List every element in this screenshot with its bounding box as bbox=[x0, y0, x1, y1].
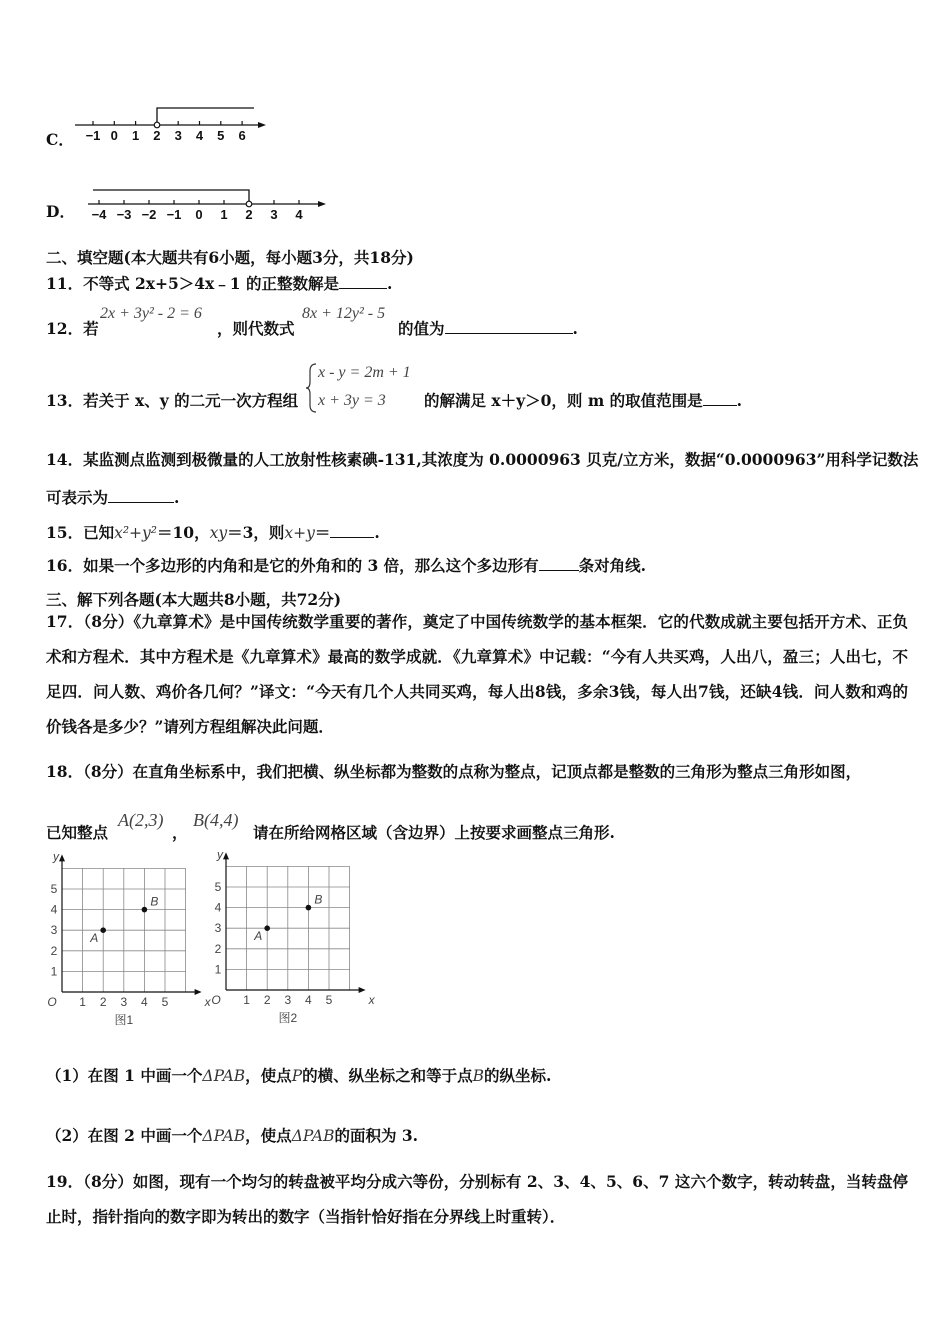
tick-label: −3 bbox=[116, 207, 132, 222]
x-axis-label: x bbox=[204, 995, 211, 1009]
section-3-title: 三、解下列各题(本大题共8小题，共72分) bbox=[46, 590, 342, 609]
y-tick-label: 5 bbox=[214, 880, 222, 894]
q13-equation-1: x - y = 2m + 1 bbox=[318, 364, 411, 381]
q12-condition: 2x + 3y² - 2 = 6 bbox=[100, 305, 202, 322]
tick-label: −2 bbox=[141, 207, 157, 222]
q12-mid: ，则代数式 bbox=[217, 319, 295, 338]
x-tick-label: 5 bbox=[161, 995, 169, 1009]
y-axis-arrow bbox=[59, 854, 65, 861]
y-axis-label: y bbox=[53, 849, 59, 864]
x-axis-arrow bbox=[359, 987, 366, 993]
tick-label: 5 bbox=[217, 128, 225, 143]
x-tick-label: 2 bbox=[263, 993, 271, 1007]
question-16: 16．如果一个多边形的内角和是它的外角和的 3 倍，那么这个多边形有 条对角线. bbox=[46, 556, 647, 575]
tick-label: −1 bbox=[85, 128, 101, 143]
answer-blank[interactable] bbox=[330, 523, 374, 538]
point-b-label: B(4,4) bbox=[193, 810, 239, 830]
q18-prefix: 已知整点 bbox=[46, 823, 109, 842]
q18-suffix: 请在所给网格区域（含边界）上按要求画整点三角形. bbox=[253, 823, 615, 842]
point-a-label: A(2,3) bbox=[118, 810, 164, 830]
figure-2-grid bbox=[204, 847, 375, 1025]
point-a-label: A bbox=[90, 931, 99, 946]
option-d-label: D． bbox=[46, 202, 75, 221]
y-tick-label: 3 bbox=[214, 921, 222, 936]
point-b bbox=[306, 905, 312, 911]
number-line-c bbox=[70, 100, 270, 150]
answer-blank[interactable] bbox=[703, 391, 737, 406]
open-circle-d bbox=[246, 201, 252, 207]
figure-1-grid bbox=[40, 849, 211, 1027]
question-11: 11．不等式 2x+5＞4x﹣1 的正整数解是 . bbox=[46, 274, 393, 293]
question-19: 19．（8分）如图，现有一个均匀的转盘被平均分成六等份，分别标有 2、3、4、5、6、7 这六个数字，转动转盘，当转盘停止时，指针指向的数字即为转出的数字（当指针恰好指在分界线上时重转）． bbox=[46, 1172, 908, 1226]
tick-label: 2 bbox=[153, 128, 161, 143]
tick-label: −4 bbox=[91, 207, 107, 222]
tick-label: 3 bbox=[174, 128, 182, 143]
question-18-part-1: （1）在图 1 中画一个ΔPAB，使点P的横、纵坐标之和等于点B的纵坐标. bbox=[46, 1066, 552, 1085]
x-tick-label: 3 bbox=[284, 993, 292, 1007]
question-18-line-1: 18．（8分）在直角坐标系中，我们把横、纵坐标都为整数的点称为整点，记顶点都是整数的三角形为整点三角形如图， bbox=[46, 762, 862, 781]
x-tick-label: 2 bbox=[99, 995, 107, 1009]
y-tick-label: 1 bbox=[50, 964, 58, 979]
x-tick-label: 4 bbox=[141, 995, 148, 1009]
q12-expression: 8x + 12y² - 5 bbox=[302, 305, 386, 322]
q13-equation-2: x + 3y = 3 bbox=[318, 392, 386, 409]
answer-blank[interactable] bbox=[108, 488, 174, 503]
point-a bbox=[264, 925, 270, 931]
point-b-label: B bbox=[314, 892, 323, 907]
point-b-label: B bbox=[150, 894, 159, 909]
answer-blank[interactable] bbox=[445, 319, 573, 334]
q18-comma: ， bbox=[172, 823, 188, 842]
tick-label: 1 bbox=[220, 207, 228, 222]
tick-label: 0 bbox=[195, 207, 203, 222]
question-14-line-1: 14．某监测点监测到极微量的人工放射性核素碘-131,其浓度为 0.0000963 贝克/立方米，数据“0.0000963”用科学记数法 bbox=[46, 450, 919, 469]
point-a bbox=[100, 927, 106, 933]
number-line-d bbox=[85, 180, 335, 228]
figure-caption: 图2 bbox=[278, 1011, 298, 1025]
point-a-label: A bbox=[254, 929, 263, 944]
q12-suffix: 的值为 . bbox=[398, 319, 578, 338]
question-15: 15．已知x²+y²＝10，xy＝3，则x+y＝ . bbox=[46, 523, 380, 542]
y-tick-label: 3 bbox=[50, 923, 58, 938]
x-tick-label: 3 bbox=[120, 995, 128, 1009]
tick-label: 0 bbox=[110, 128, 118, 143]
tick-label: 4 bbox=[295, 207, 303, 222]
tick-label: 3 bbox=[270, 207, 278, 222]
tick-label: −1 bbox=[166, 207, 182, 222]
x-tick-label: 5 bbox=[325, 993, 333, 1007]
y-tick-label: 2 bbox=[50, 943, 58, 958]
y-axis-label: y bbox=[217, 847, 223, 862]
y-tick-label: 1 bbox=[214, 962, 222, 977]
q13-suffix: 的解满足 x＋y＞0，则 m 的取值范围是 . bbox=[424, 391, 743, 410]
answer-blank[interactable] bbox=[339, 274, 387, 289]
open-circle-c bbox=[154, 122, 160, 128]
x-tick-label: 4 bbox=[305, 993, 312, 1007]
section-2-title: 二、填空题(本大题共有6小题，每小题3分，共18分) bbox=[46, 248, 414, 267]
tick-label: 2 bbox=[245, 207, 253, 222]
question-14-line-2: 可表示为 . bbox=[46, 488, 180, 507]
tick-label: 1 bbox=[131, 128, 140, 143]
y-tick-label: 5 bbox=[50, 882, 58, 896]
y-tick-label: 4 bbox=[214, 900, 222, 915]
origin-label: O bbox=[211, 993, 221, 1007]
question-12-prefix: 12．若 bbox=[46, 319, 99, 338]
y-tick-label: 2 bbox=[214, 941, 222, 956]
y-tick-label: 4 bbox=[50, 902, 58, 917]
brace-icon bbox=[305, 362, 319, 414]
point-b bbox=[142, 907, 148, 913]
x-tick-label: 1 bbox=[243, 993, 250, 1007]
x-tick-label: 1 bbox=[79, 995, 86, 1009]
question-17: 17．（8分）《九章算术》是中国传统数学重要的著作，奠定了中国传统数学的基本框架．它的代数成就主要包括开方术、正负术和方程术．其中方程术是《九章算术》最高的数学成就．《九章算术》中记载：“今有人共买鸡，人出八，盈三；人出七，不足四．问人数、鸡价各几何？”译文：“今天有几个人共同买鸡，每人出8钱，多余3钱，每人出7钱，还缺4钱．问人数和鸡的价钱各是多少？”请列方程组解决此问题． bbox=[46, 612, 908, 736]
question-13-prefix: 13．若关于 x、y 的二元一次方程组 bbox=[46, 391, 299, 410]
x-axis-arrow bbox=[195, 989, 202, 995]
option-c-label: C． bbox=[46, 130, 74, 149]
tick-label: 4 bbox=[195, 128, 204, 143]
figure-caption: 图1 bbox=[114, 1013, 134, 1027]
question-18-part-2: （2）在图 2 中画一个ΔPAB，使点ΔPAB的面积为 3. bbox=[46, 1126, 419, 1145]
origin-label: O bbox=[47, 995, 57, 1009]
answer-blank[interactable] bbox=[539, 556, 579, 571]
x-axis-label: x bbox=[368, 993, 375, 1007]
tick-label: 6 bbox=[238, 128, 246, 143]
y-axis-arrow bbox=[223, 852, 229, 859]
